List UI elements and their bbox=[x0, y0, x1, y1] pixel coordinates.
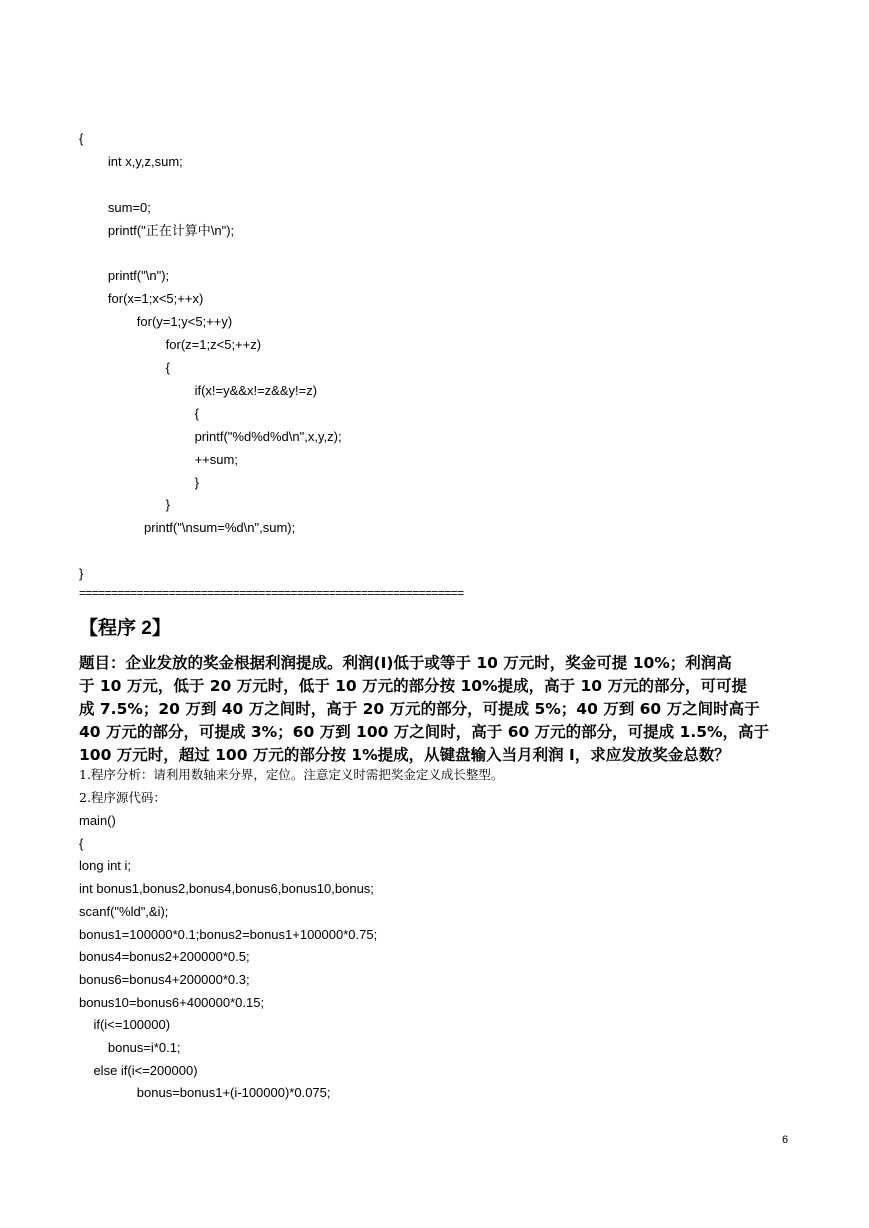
code-line: sum=0; bbox=[79, 199, 151, 215]
source-label: 2.程序源代码： bbox=[79, 790, 166, 805]
code-line: printf("正在计算中\n"); bbox=[79, 222, 235, 238]
code-line: int bonus1,bonus2,bonus4,bonus6,bonus10,bonus; bbox=[79, 881, 374, 897]
code-line: { bbox=[79, 835, 84, 851]
code-line: int x,y,z,sum; bbox=[79, 153, 183, 169]
code-line: } bbox=[79, 566, 84, 582]
code-line: for(y=1;y<5;++y) bbox=[79, 314, 233, 330]
code-line: bonus4=bonus2+200000*0.5; bbox=[79, 949, 250, 965]
problem-line: 成 7.5%；20 万到 40 万之间时，高于 20 万元的部分，可提成 5%；40 万到 60 万之间时高于 bbox=[79, 700, 760, 718]
code-line: bonus=bonus1+(i-100000)*0.075; bbox=[79, 1085, 331, 1101]
analysis-text: 1.程序分析：请利用数轴来分界，定位。注意定义时需把奖金定义成长整型。 bbox=[79, 767, 504, 782]
code-line: { bbox=[79, 360, 171, 375]
separator-line: ============================================================ bbox=[79, 586, 464, 600]
problem-line: 题目：企业发放的奖金根据利润提成。利润(I)低于或等于 10 万元时，奖金可提 10%；利润高 bbox=[79, 654, 732, 672]
code-line: long int i; bbox=[79, 858, 132, 874]
code-line: for(x=1;x<5;++x) bbox=[79, 291, 204, 307]
code-line: else if(i<=200000) bbox=[79, 1062, 198, 1078]
code-line: bonus=i*0.1; bbox=[79, 1040, 181, 1055]
code-line: if(i<=100000) bbox=[79, 1017, 171, 1033]
problem-line: 于 10 万元，低于 20 万元时，低于 10 万元的部分按 10%提成，高于 10 万元的部分，可可提 bbox=[79, 677, 747, 695]
code-line: bonus1=100000*0.1;bonus2=bonus1+100000*0.75; bbox=[79, 926, 378, 942]
problem-line: 40 万元的部分，可提成 3%；60 万到 100 万之间时，高于 60 万元的部分，可提成 1.5%，高于 bbox=[79, 723, 770, 741]
code-line: scanf("%ld",&i); bbox=[79, 903, 169, 919]
code-line: printf("\nsum=%d\n",sum); bbox=[79, 520, 296, 536]
code-line: for(z=1;z<5;++z) bbox=[79, 337, 262, 353]
page-number: 6 bbox=[782, 1134, 789, 1146]
code-line: { bbox=[79, 131, 84, 146]
code-line: printf("%d%d%d\n",x,y,z); bbox=[79, 428, 342, 444]
code-line: if(x!=y&&x!=z&&y!=z) bbox=[79, 382, 318, 398]
problem-line: 100 万元时，超过 100 万元的部分按 1%提成，从键盘输入当月利润 I，求应发放奖金总数？ bbox=[79, 746, 730, 764]
program-heading: 【程序 2】 bbox=[79, 618, 171, 639]
code-line: main() bbox=[79, 813, 116, 828]
code-line: bonus10=bonus6+400000*0.15; bbox=[79, 994, 265, 1010]
code-line: } bbox=[79, 497, 171, 513]
code-line: ++sum; bbox=[79, 451, 238, 467]
problem-statement bbox=[79, 652, 791, 767]
code-line: printf("\n"); bbox=[79, 268, 170, 284]
code-line: bonus6=bonus4+200000*0.3; bbox=[79, 971, 250, 987]
code-line: } bbox=[79, 474, 199, 490]
code-line: { bbox=[79, 405, 199, 421]
